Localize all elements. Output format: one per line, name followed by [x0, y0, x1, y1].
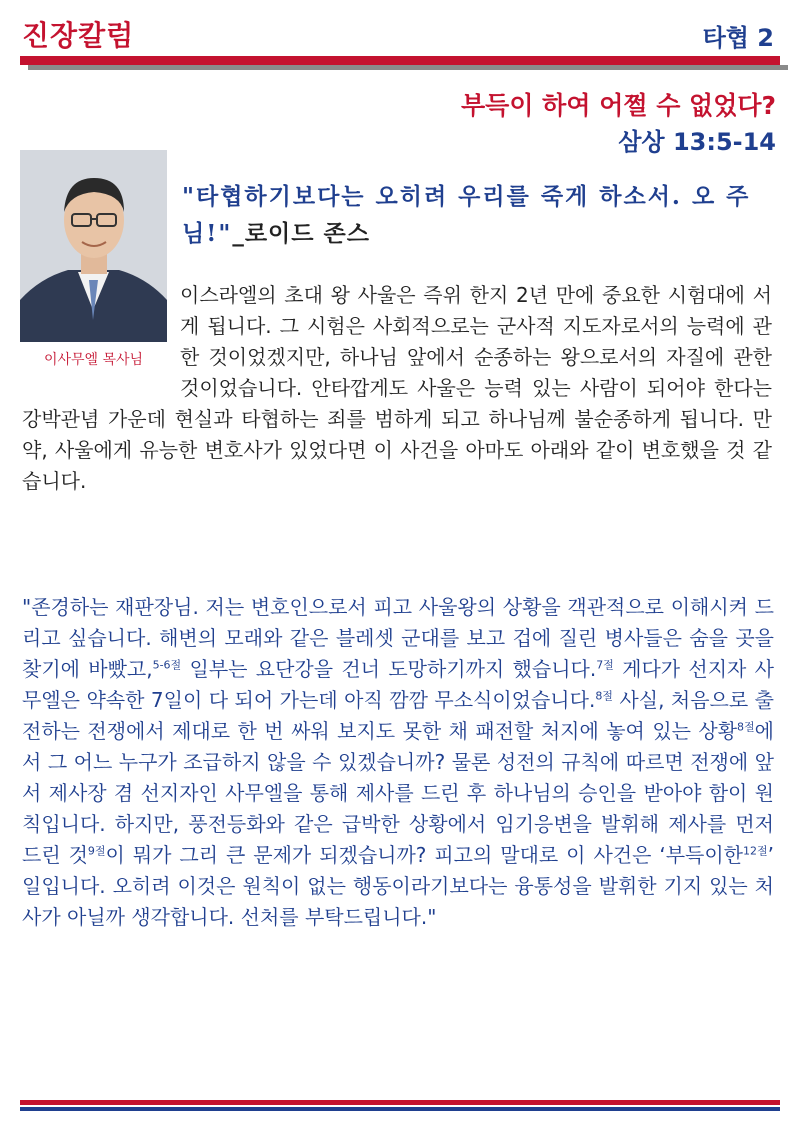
defense-text-4: 사실, 처음으로 출전하는 전쟁에서 제대로 한 번 싸워 보지도 못한 채 패전할 처지에 놓여 있는 상황 [22, 688, 774, 743]
defense-text-5: 에서 그 어느 누구가 조급하지 않을 수 있겠습니까? 물론 성전의 규칙에 따르면 전쟁에 앞서 제사장 겸 선지자인 사무엘을 통해 제사를 드린 후 하나님의 승인을 받아야 함이 원칙입니다. 하지만, 풍전등화와 같은 급박한 상황에서 임기응변을 발휘해 제사를 먼저 드린 것 [22, 719, 774, 867]
author-caption: 이사무엘 목사님 [43, 352, 144, 368]
footer-rule [20, 1100, 780, 1105]
intro-paragraph-text: 이스라엘의 초대 왕 사울은 즉위 한지 2년 만에 중요한 시험대에 서게 됩니다. 그 시험은 사회적으로는 군사적 지도자로서의 능력에 관한 것이었겠지만, 하나님 앞에서 순종하는 왕으로서의 자질에 관한 것이었습니다. 안타깝게도 사울은 능력 있는 사람이 되어야 한다는 강박관념 가운데 현실과 타협하는 죄를 범하게 되고 하나님께 불순종하게 됩니다. 만약, 사울에게 유능한 변호사가 있었다면 이 사건을 아마도 아래와 같이 변호했을 것 같습니다. [22, 283, 772, 493]
defense-text-7: ’ 일입니다. 오히려 이것은 원칙이 없는 행동이라기보다는 융통성을 발휘한 기지 있는 처사가 아닐까 생각합니다. 선처를 부탁드립니다." [22, 843, 774, 929]
scripture-reference: 삼상 13:5-14 [618, 128, 776, 156]
series-label: 타협 2 [702, 24, 774, 52]
defense-text-3: 게다가 선지자 사무엘은 약속한 7일이 다 되어 가는데 아직 깜깜 무소식이었습니다. [22, 657, 774, 712]
verse-ref: 7절 [596, 658, 614, 672]
defense-text-6: 이 뭐가 그리 큰 문제가 되겠습니까? 피고의 말대로 이 사건은 ‘부득이한 [105, 843, 744, 867]
defense-text-2: 일부는 요단강을 건너 도망하기까지 했습니다. [181, 657, 597, 681]
intro-paragraph [22, 280, 772, 497]
defense-text-1: "존경하는 재판장님. 저는 변호인으로서 피고 사울왕의 상황을 객관적으로 이해시켜 드리고 싶습니다. 해변의 모래와 같은 블레셋 군대를 보고 겁에 질린 병사들은 숨을 곳을 찾기에 바빴고, [22, 595, 774, 681]
verse-ref: 8절 [737, 720, 755, 734]
footer-rule-secondary [20, 1107, 780, 1111]
verse-ref: 5-6절 [152, 658, 182, 672]
article-title: 부득이 하여 어쩔 수 없었다? [461, 91, 776, 120]
epigraph-quote [182, 178, 762, 252]
verse-ref: 9절 [87, 844, 106, 858]
header-rule [20, 56, 780, 65]
verse-ref: 12절 [743, 844, 768, 858]
header-rule-shadow [28, 65, 788, 70]
verse-ref: 8절 [595, 689, 613, 703]
quote-text: "타협하기보다는 오히려 우리를 죽게 하소서. 오 주님!" [182, 183, 751, 247]
column-name: 진장칼럼 [22, 19, 135, 52]
defense-paragraph [22, 592, 774, 933]
photo-spacer [22, 280, 180, 380]
quote-author: _로이드 존스 [232, 220, 370, 247]
